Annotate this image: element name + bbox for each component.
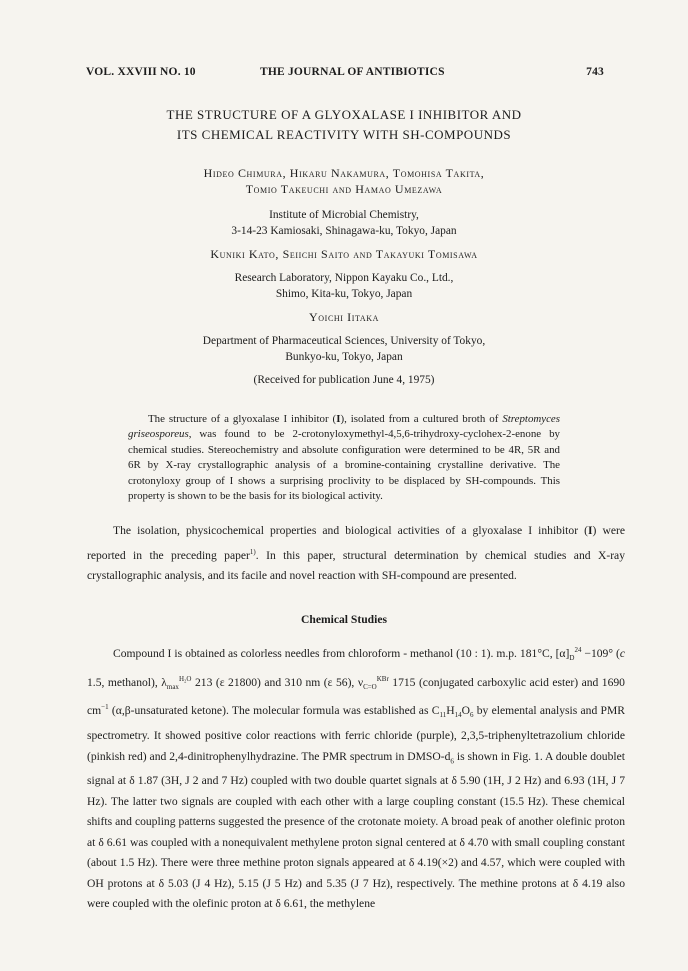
article-title (0, 105, 688, 145)
abstract: The structure of a glyoxalase I inhibitor (I), isolated from a cultured broth of Streptomyces griseosporeus, was found to be 2-crotonyloxymethyl-4,5,6-trihydroxy-cyclohex-2-enone by chemical studies. Stereochemistry and absolute configuration were determined to be 4R, 5R and 6R by X-ray crystallographic analysis of a bromine-containing crystalline derivative. The crotonyloxy group of I shows a surprising proclivity to be displaced by SH-compounds. This property is shown to be the basis for its biological activity. (128, 413, 560, 503)
title-line-2: ITS CHEMICAL REACTIVITY WITH SH-COMPOUNDS (176, 127, 512, 142)
intro-paragraph: The isolation, physicochemical properties and biological activities of a glyoxalase I inhibitor (I) were reported in the preceding paper$^{1)}$. In this paper, structural determination by chemical studies and X-ray crystallographic analysis, and its facile and novel reaction with SH-compound are presented. (87, 524, 625, 582)
affiliation-line: Department of Pharmaceutical Sciences, University of Tokyo, (202, 335, 486, 347)
affiliation-3 (0, 333, 688, 365)
section-heading: Chemical Studies (301, 613, 387, 626)
volume-number: VOL. XXVIII NO. 10 (86, 66, 196, 78)
affiliation-line: Institute of Microbial Chemistry, (269, 209, 419, 221)
author-line: Kuniki Kato, Seiichi Saito and Takayuki Tomisawa (210, 247, 478, 261)
author-group-3 (0, 309, 688, 325)
affiliation-line: Shimo, Kita-ku, Tokyo, Japan (275, 288, 413, 300)
received-date: (Received for publication June 4, 1975) (253, 374, 435, 386)
affiliation-2 (0, 270, 688, 302)
affiliation-line: Research Laboratory, Nippon Kayaku Co., Ltd., (234, 272, 454, 284)
author-line: Yoichi Iitaka (309, 310, 379, 324)
affiliation-line: 3-14-23 Kamiosaki, Shinagawa-ku, Tokyo, Japan (231, 225, 457, 237)
title-line-1: THE STRUCTURE OF A GLYOXALASE I INHIBITOR AND (166, 107, 522, 122)
chemical-studies-paragraph: Compound I is obtained as colorless needles from chloroform - methanol (10 : 1). m.p. 181°C, $[\alpha]_D^{24} -109^\circ$ (c 1.5, methanol), $\lambda_{max}^{H_2O}$ 213 (ε 21800) and 310 nm (ε 56), $\nu_{C=O}^{KBr}$ 1715 (conjugated carboxylic acid ester) and 1690 $cm^{-1}$ (α,β-unsaturated ketone). The molecular formula was established as $C_{11}H_{14}O_6$ by elemental analysis and PMR spectrometry. It showed positive color reactions with ferric chloride (purple), 2,3,5-triphenyltetrazolium chloride (pinkish red) and 2,4-dinitrophenylhydrazine. The PMR spectrum in DMSO-$d_6$ is shown in Fig. 1. A double doublet signal at δ 1.87 (3H, J 2 and 7 Hz) coupled with two double quartet signals at δ 5.90 (1H, J 2 Hz) and 6.93 (1H, J 7 Hz). The latter two signals are coupled with each other with a large coupling constant (15.5 Hz). These chemical shifts and coupling patterns suggested the presence of the crotonate moiety. A broad peak of another olefinic proton at δ 6.61 was coupled with a nonequivalent methylene proton signal centered at δ 4.70 with small coupling constant (about 1.5 Hz). There were three methine proton signals appeared at δ 4.19(×2) and 4.57, which were coupled with OH protons at δ 5.03 (J 4 Hz), 5.15 (J 5 Hz) and 5.35 (J 7 Hz), respectively. The methine protons at δ 4.19 also were coupled with the olefinic proton at δ 6.61, the methylene (87, 646, 625, 911)
author-group-2 (0, 246, 688, 262)
page-number: 743 (586, 66, 604, 78)
affiliation-line: Bunkyo-ku, Tokyo, Japan (285, 351, 403, 363)
journal-name: THE JOURNAL OF ANTIBIOTICS (260, 66, 445, 78)
affiliation-1 (0, 207, 688, 239)
author-line: Tomio Takeuchi and Hamao Umezawa (245, 182, 443, 196)
author-group-1 (0, 165, 688, 197)
author-line: Hideo Chimura, Hikaru Nakamura, Tomohisa Takita, (203, 166, 485, 180)
